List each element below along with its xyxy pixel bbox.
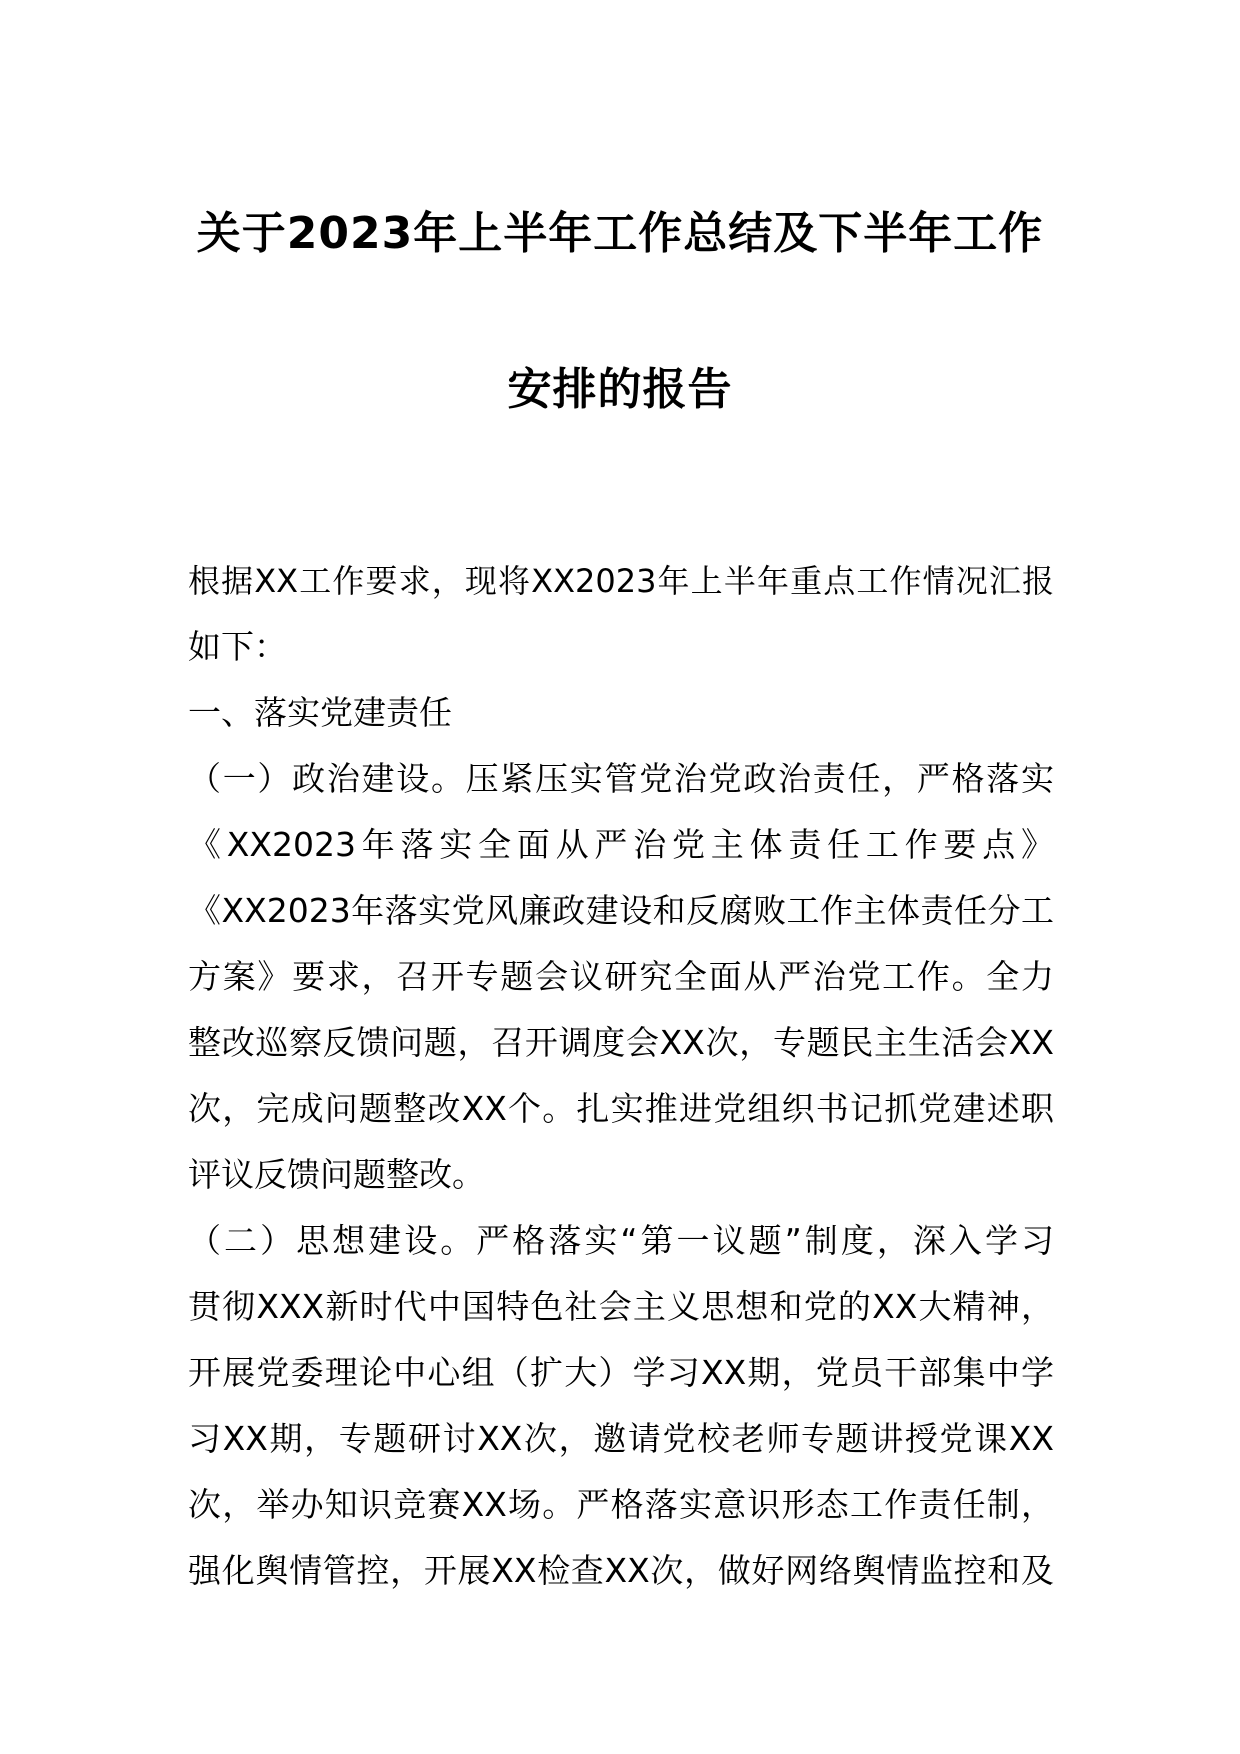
body-line: 贯彻XXX新时代中国特色社会主义思想和党的XX大精神， [188,1287,1054,1326]
body-line: 习XX期，专题研讨XX次，邀请党校老师专题讲授党课XX [188,1419,1054,1458]
body-line: 如下： [188,627,287,666]
body-line: 整改巡察反馈问题，召开调度会XX次，专题民主生活会XX [188,1023,1054,1062]
body-line: 次，完成问题整改XX个。扎实推进党组织书记抓党建述职 [188,1089,1054,1128]
paragraph-political-construction [188,746,1054,1208]
body-line: 根据XX工作要求，现将XX2023年上半年重点工作情况汇报 [188,562,1054,600]
body-line: 《XX2023年落实党风廉政建设和反腐败工作主体责任分工 [188,891,1054,930]
document-title-line-1: 关于2023年上半年工作总结及下半年工作 [196,208,1044,259]
body-line: 《XX2023年落实全面从严治党主体责任工作要点》 [188,825,1054,864]
body-line: 评议反馈问题整改。 [188,1155,485,1194]
body-line: （一）政治建设。压紧压实管党治党政治责任，严格落实 [188,759,1054,798]
body-line: 次，举办知识竞赛XX场。严格落实意识形态工作责任制， [188,1485,1054,1524]
body-line: （二）思想建设。严格落实“第一议题”制度，深入学习 [188,1221,1054,1260]
body-line: 一、落实党建责任 [188,693,452,732]
document-title-line-2: 安排的报告 [507,364,733,415]
paragraph-ideological-construction [188,1208,1054,1604]
body-line: 方案》要求，召开专题会议研究全面从严治党工作。全力 [188,957,1054,996]
paragraph-intro [188,548,1054,680]
body-line: 强化舆情管控，开展XX检查XX次，做好网络舆情监控和及 [188,1551,1054,1590]
document-body [188,548,1054,1604]
section-heading [188,680,1054,746]
body-line: 开展党委理论中心组（扩大）学习XX期，党员干部集中学 [188,1353,1054,1392]
